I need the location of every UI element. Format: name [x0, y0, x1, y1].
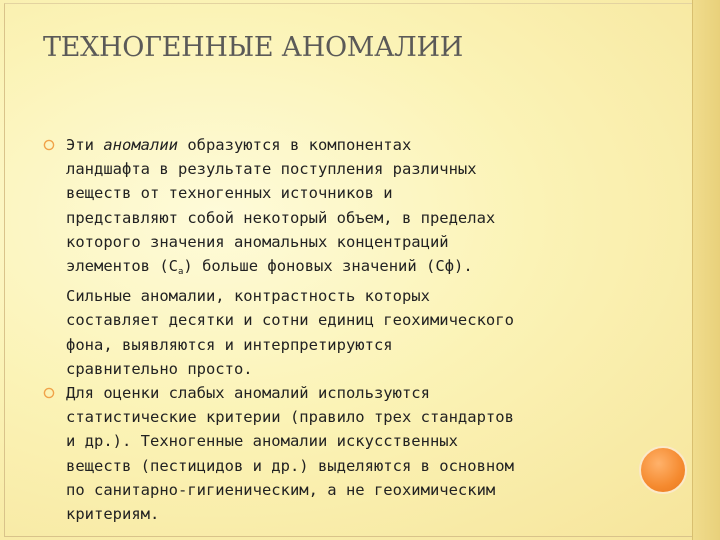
- bullet-1-line-6: [66, 254, 633, 284]
- bullet-1-line-2: ландшафта в результате поступления различных: [66, 160, 477, 179]
- text-segment: образуются в компонентах: [177, 136, 412, 154]
- bullet-1-line-4: представляют собой некоторый объем, в пределах: [66, 208, 496, 227]
- bullet-1-line-8: составляет десятки и сотни единиц геохимического: [66, 311, 514, 330]
- bullet-1-line-10: сравнительно просто.: [66, 359, 253, 378]
- bullet-2-line-3: и др.). Техногенные аномалии искусственных: [66, 432, 458, 451]
- bullet-1-line-9: фона, выявляются и интерпретируются: [66, 335, 393, 354]
- slide-body: [43, 133, 633, 526]
- bullet-1-line-1: [66, 133, 633, 157]
- orange-circle-icon: [639, 446, 687, 494]
- hollow-circle-icon: [43, 139, 55, 151]
- bullet-1-line-5: которого значения аномальных концентраций: [66, 232, 449, 251]
- text-segment: Эти: [66, 136, 104, 154]
- subscript: а: [177, 267, 184, 278]
- hollow-circle-icon: [43, 387, 55, 399]
- bullet-item-1: [43, 133, 633, 381]
- bullet-2-line-2: статистические критерии (правило трех стандартов: [66, 408, 514, 427]
- italic-term: аномалии: [103, 136, 178, 154]
- slide-title: ТЕХНОГЕННЫЕ АНОМАЛИИ: [43, 32, 464, 63]
- bullet-1-line-3: веществ от техногенных источников и: [66, 184, 393, 203]
- bullet-2-line-5: по санитарно-гигиеническим, а не геохимическим: [66, 480, 496, 499]
- bullet-2-line-4: веществ (пестицидов и др.) выделяются в основном: [66, 456, 514, 475]
- bullet-2-line-1: Для оценки слабых аномалий используются: [66, 384, 430, 403]
- text-segment: ) больше фоновых значений (Сф).: [183, 257, 473, 276]
- text-segment: элементов (С: [66, 257, 178, 276]
- bullet-1-line-7: Сильные аномалии, контрастность которых: [66, 287, 430, 306]
- bullet-2-line-6: критериям.: [66, 505, 160, 524]
- right-decorative-bar: [692, 0, 720, 540]
- bullet-item-2: [43, 381, 633, 526]
